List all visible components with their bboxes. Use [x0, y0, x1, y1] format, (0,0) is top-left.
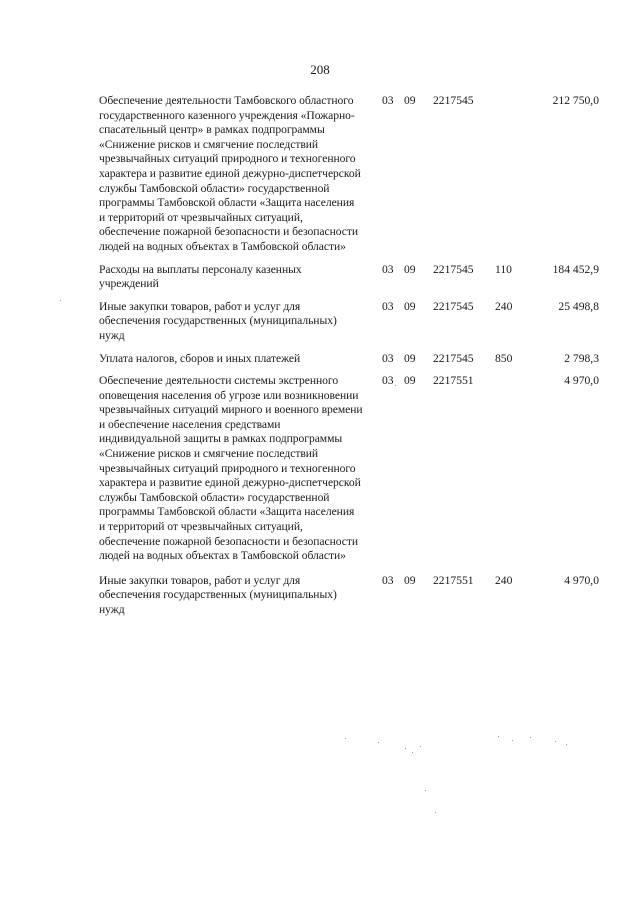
scan-speck [420, 746, 421, 747]
row-amount: 4 970,0 [564, 573, 599, 587]
row-expense-type-code: 850 [495, 351, 513, 365]
scan-speck [566, 744, 567, 745]
scan-speck [345, 738, 346, 739]
scan-speck [412, 752, 413, 753]
row-target-article-code: 2217551 [433, 573, 474, 587]
table-row [99, 352, 619, 367]
row-subsection-code: 09 [404, 262, 416, 276]
row-description: Уплата налогов, сборов и иных платежей [99, 351, 301, 365]
row-target-article-code: 2217545 [433, 299, 474, 313]
row-target-article-code: 2217545 [433, 262, 474, 276]
scan-speck [498, 736, 499, 737]
row-amount: 184 452,9 [552, 262, 599, 276]
budget-table [99, 94, 619, 626]
scan-speck [60, 300, 61, 301]
table-row [99, 94, 619, 255]
row-section-code: 03 [382, 94, 394, 107]
page-number: 208 [310, 62, 330, 77]
row-amount: 2 798,3 [564, 351, 599, 365]
row-description: Расходы на выплаты персоналу казенных учреждений [99, 262, 302, 291]
scan-speck [530, 737, 531, 738]
scan-speck [378, 742, 379, 743]
row-section-code: 03 [382, 374, 394, 388]
row-subsection-code: 09 [404, 573, 416, 587]
scan-speck [425, 790, 426, 791]
row-subsection-code: 09 [404, 351, 416, 365]
row-target-article-code: 2217545 [433, 351, 474, 365]
scan-speck [555, 741, 556, 742]
row-subsection-code: 09 [404, 94, 416, 107]
row-description: Иные закупки товаров, работ и услуг для обеспечения государственных (муниципальных) нужд [99, 573, 337, 616]
table-row [99, 263, 619, 292]
row-expense-type-code: 110 [495, 262, 512, 276]
row-expense-type-code: 240 [495, 573, 513, 587]
row-target-article-code: 2217551 [433, 374, 474, 388]
row-subsection-code: 09 [404, 299, 416, 313]
row-section-code: 03 [382, 262, 394, 276]
table-row [99, 374, 619, 564]
scan-speck [435, 812, 436, 813]
table-row [99, 574, 619, 618]
scan-speck [512, 740, 513, 741]
table-row [99, 300, 619, 344]
row-amount: 25 498,8 [558, 299, 599, 313]
row-expense-type-code: 240 [495, 299, 513, 313]
row-section-code: 03 [382, 299, 394, 313]
row-amount: 4 970,0 [564, 374, 599, 388]
row-description: Обеспечение деятельности системы экстренного оповещения населения об угрозе или возникновении чрезвычайных ситуаций мирного и военного времени и обеспечение населения средствами индивидуальной защиты в рамках подпрограммы «Снижение рисков и смягчение последствий чрезвычайных ситуаций природного и техногенного характера и развитие единой дежурно-диспетчерской службы Тамбовской области» государственной программы Тамбовской области «Защита населения и территорий от чрезвычайных ситуаций, обеспечение пожарной безопасности и безопасности людей на водных объектах в Тамбовской области» [99, 374, 363, 563]
row-subsection-code: 09 [404, 374, 416, 388]
scan-speck [405, 748, 406, 749]
row-section-code: 03 [382, 573, 394, 587]
row-section-code: 03 [382, 351, 394, 365]
scan-speck [395, 385, 396, 386]
row-description: Обеспечение деятельности Тамбовского областного государственного казенного учреждения «Пожарно-спасательный центр» в рамках подпрограммы «Снижение рисков и смягчение последствий чрезвычайных ситуаций природного и техногенного характера и развитие единой дежурно-диспетчерской службы Тамбовской области» государственной программы Тамбовской области «Защита населения и территорий от чрезвычайных ситуаций, обеспечение пожарной безопасности и безопасности людей на водных объектах в Тамбовской области» [99, 94, 361, 253]
row-amount: 212 750,0 [552, 94, 599, 107]
row-description: Иные закупки товаров, работ и услуг для обеспечения государственных (муниципальных) нужд [99, 299, 337, 342]
row-target-article-code: 2217545 [433, 94, 474, 107]
